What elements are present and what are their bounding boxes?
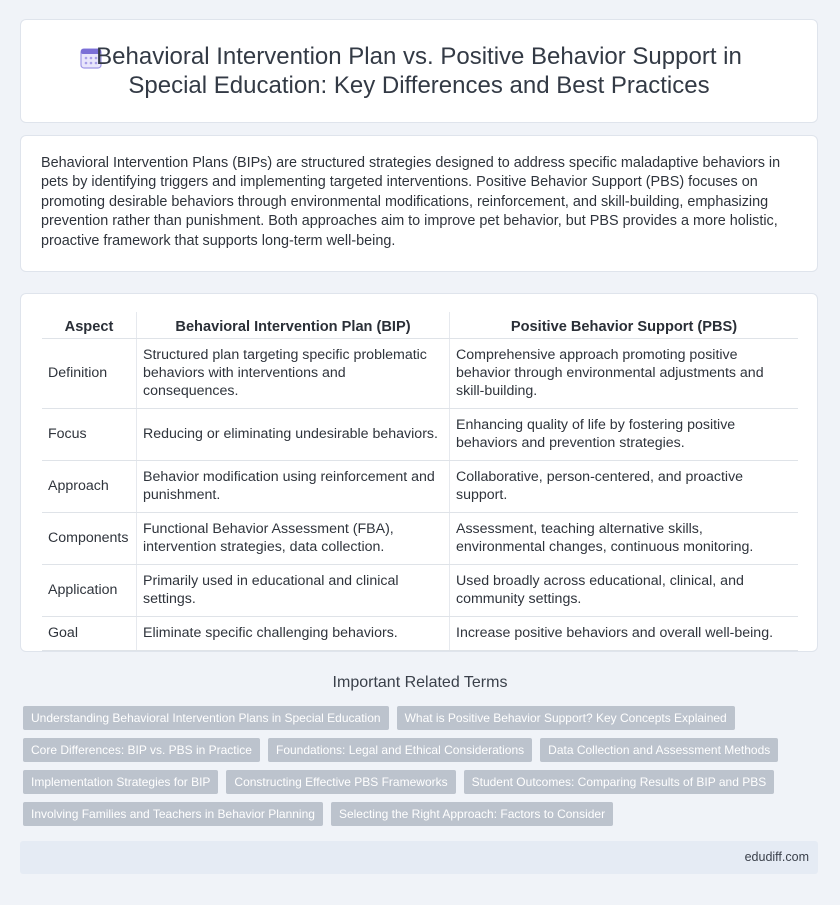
bip-cell: Primarily used in educational and clinical settings.	[137, 565, 450, 617]
bip-cell: Eliminate specific challenging behaviors.	[137, 617, 450, 651]
comparison-table	[42, 312, 798, 651]
related-term-tag[interactable]: Selecting the Right Approach: Factors to Consider	[331, 802, 613, 826]
related-term-tag[interactable]: What is Positive Behavior Support? Key Concepts Explained	[397, 706, 735, 730]
table-row	[42, 409, 798, 461]
aspect-cell: Goal	[42, 617, 137, 651]
column-header-bip: Behavioral Intervention Plan (BIP)	[137, 312, 450, 339]
pbs-cell: Comprehensive approach promoting positive behavior through environmental adjustments and skill-building.	[450, 339, 799, 409]
table-row	[42, 339, 798, 409]
table-row	[42, 617, 798, 651]
table-row	[42, 513, 798, 565]
pbs-cell: Assessment, teaching alternative skills, environmental changes, continuous monitoring.	[450, 513, 799, 565]
related-term-tag[interactable]: Understanding Behavioral Intervention Plans in Special Education	[23, 706, 389, 730]
related-term-tag[interactable]: Foundations: Legal and Ethical Considerations	[268, 738, 532, 762]
aspect-cell: Focus	[42, 409, 137, 461]
aspect-cell: Components	[42, 513, 137, 565]
tag-row	[23, 738, 803, 762]
aspect-cell: Definition	[42, 339, 137, 409]
title-card	[20, 19, 818, 123]
pbs-cell: Used broadly across educational, clinical, and community settings.	[450, 565, 799, 617]
bip-cell: Functional Behavior Assessment (FBA), intervention strategies, data collection.	[137, 513, 450, 565]
page-title: Behavioral Intervention Plan vs. Positive Behavior Support in Special Education: Key Differences and Best Practices	[96, 43, 742, 99]
related-term-tag[interactable]: Core Differences: BIP vs. PBS in Practice	[23, 738, 260, 762]
bip-cell: Reducing or eliminating undesirable behaviors.	[137, 409, 450, 461]
column-header-aspect: Aspect	[42, 312, 137, 339]
site-name[interactable]: edudiff.com	[744, 850, 809, 864]
pbs-cell: Enhancing quality of life by fostering positive behaviors and prevention strategies.	[450, 409, 799, 461]
table-row	[42, 461, 798, 513]
column-header-pbs: Positive Behavior Support (PBS)	[450, 312, 799, 339]
related-term-tag[interactable]: Constructing Effective PBS Frameworks	[226, 770, 455, 794]
related-term-tag[interactable]: Implementation Strategies for BIP	[23, 770, 218, 794]
related-terms-heading: Important Related Terms	[332, 674, 508, 691]
intro-paragraph: Behavioral Intervention Plans (BIPs) are structured strategies designed to address specific maladaptive behaviors in pets by identifying triggers and implementing targeted interventions. Positive Behavior Support (PBS) focuses on promoting desirable behaviors through environmental modifications, reinforcement, and skill-building, emphasizing prevention rather than punishment. Both approaches aim to improve pet behavior, but PBS provides a more holistic, proactive framework that supports long-term well-being.	[41, 155, 781, 249]
aspect-cell: Application	[42, 565, 137, 617]
related-term-tag[interactable]: Involving Families and Teachers in Behavior Planning	[23, 802, 323, 826]
pbs-cell: Collaborative, person-centered, and proactive support.	[450, 461, 799, 513]
pbs-cell: Increase positive behaviors and overall well-being.	[450, 617, 799, 651]
tag-row	[23, 802, 803, 826]
tag-row	[23, 770, 803, 794]
comparison-card	[20, 293, 818, 652]
related-term-tag[interactable]: Student Outcomes: Comparing Results of BIP and PBS	[464, 770, 775, 794]
related-term-tag[interactable]: Data Collection and Assessment Methods	[540, 738, 778, 762]
tag-row	[23, 706, 803, 730]
aspect-cell: Approach	[42, 461, 137, 513]
intro-card	[20, 135, 818, 272]
bip-cell: Behavior modification using reinforcement and punishment.	[137, 461, 450, 513]
bip-cell: Structured plan targeting specific problematic behaviors with interventions and consequences.	[137, 339, 450, 409]
table-row	[42, 565, 798, 617]
table-header-row	[42, 312, 798, 339]
related-terms-list	[23, 706, 803, 834]
footer-bar	[20, 841, 818, 874]
